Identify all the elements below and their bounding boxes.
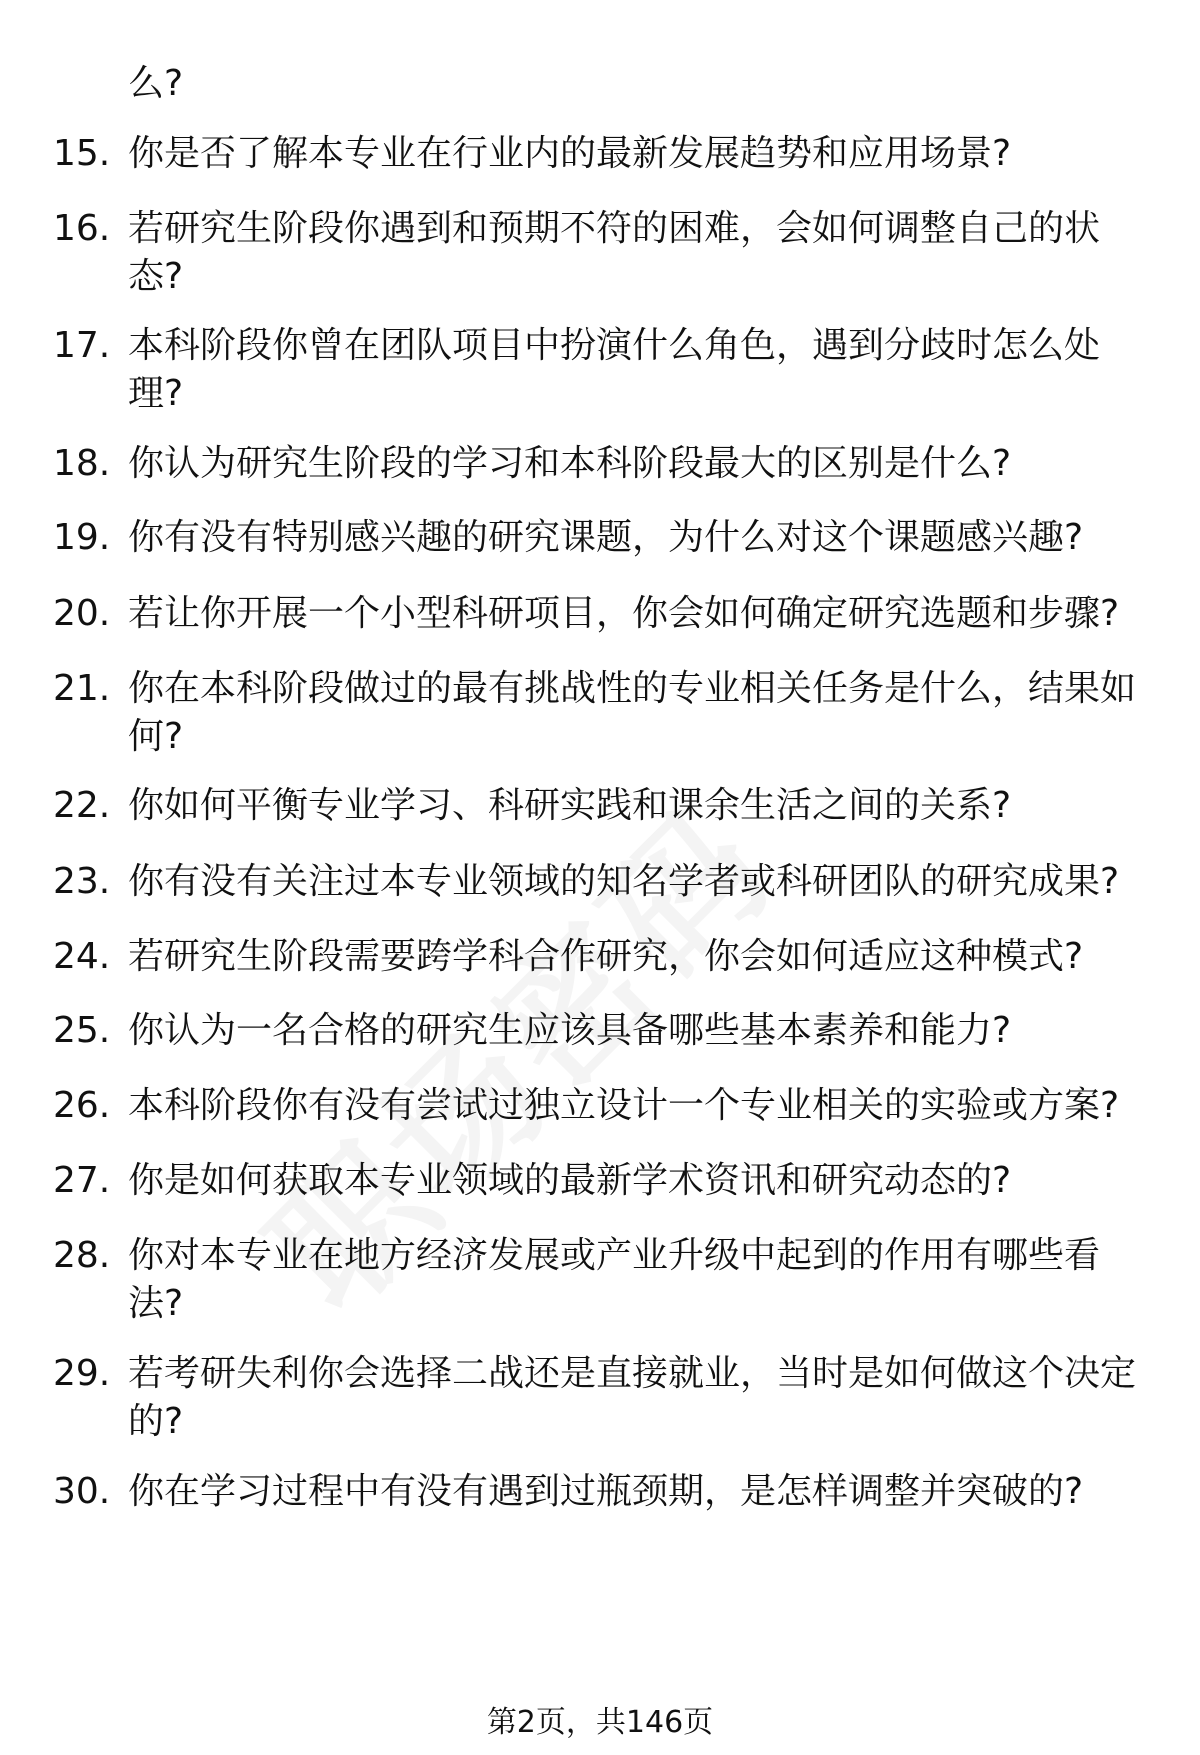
question-text: 本科阶段你有没有尝试过独立设计一个专业相关的实验或方案? xyxy=(128,1085,1120,1126)
question-number: 29. xyxy=(53,1353,111,1394)
question-number: 24. xyxy=(53,936,111,977)
question-number: 25. xyxy=(53,1010,111,1051)
question-text: 你有没有关注过本专业领域的知名学者或科研团队的研究成果? xyxy=(128,861,1120,902)
question-text: 若研究生阶段需要跨学科合作研究，你会如何适应这种模式? xyxy=(128,936,1084,977)
question-text: 你是否了解本专业在行业内的最新发展趋势和应用场景? xyxy=(128,133,1012,174)
question-text: 你有没有特别感兴趣的研究课题，为什么对这个课题感兴趣? xyxy=(128,517,1084,558)
question-text: 你认为一名合格的研究生应该具备哪些基本素养和能力? xyxy=(128,1010,1012,1051)
question-text: 你在学习过程中有没有遇到过瓶颈期，是怎样调整并突破的? xyxy=(128,1471,1084,1512)
question-number: 21. xyxy=(53,668,111,709)
question-text: 若研究生阶段你遇到和预期不符的困难，会如何调整自己的状态? xyxy=(128,208,1101,297)
question-text: 你如何平衡专业学习、科研实践和课余生活之间的关系? xyxy=(128,785,1012,826)
question-number: 17. xyxy=(53,325,111,366)
question-number: 28. xyxy=(53,1235,111,1276)
question-number: 19. xyxy=(53,517,111,558)
question-text: 你在本科阶段做过的最有挑战性的专业相关任务是什么，结果如何? xyxy=(128,668,1137,757)
question-number: 18. xyxy=(53,443,111,484)
previous-question-continuation: 么? xyxy=(128,63,184,104)
question-number: 23. xyxy=(53,861,111,902)
question-number: 30. xyxy=(53,1471,111,1512)
question-text: 本科阶段你曾在团队项目中扮演什么角色，遇到分歧时怎么处理? xyxy=(128,325,1101,414)
question-number: 27. xyxy=(53,1160,111,1201)
question-number: 16. xyxy=(53,208,111,249)
question-number: 26. xyxy=(53,1085,111,1126)
question-text: 你认为研究生阶段的学习和本科阶段最大的区别是什么? xyxy=(128,443,1012,484)
question-text: 若让你开展一个小型科研项目，你会如何确定研究选题和步骤? xyxy=(128,593,1120,634)
question-text: 你是如何获取本专业领域的最新学术资讯和研究动态的? xyxy=(128,1160,1012,1201)
question-text: 你对本专业在地方经济发展或产业升级中起到的作用有哪些看法? xyxy=(128,1235,1101,1324)
question-number: 22. xyxy=(53,785,111,826)
question-number: 20. xyxy=(53,593,111,634)
question-text: 若考研失利你会选择二战还是直接就业，当时是如何做这个决定的? xyxy=(128,1353,1137,1442)
question-number: 15. xyxy=(53,133,111,174)
page-footer: 第2页，共146页 xyxy=(486,1705,714,1740)
